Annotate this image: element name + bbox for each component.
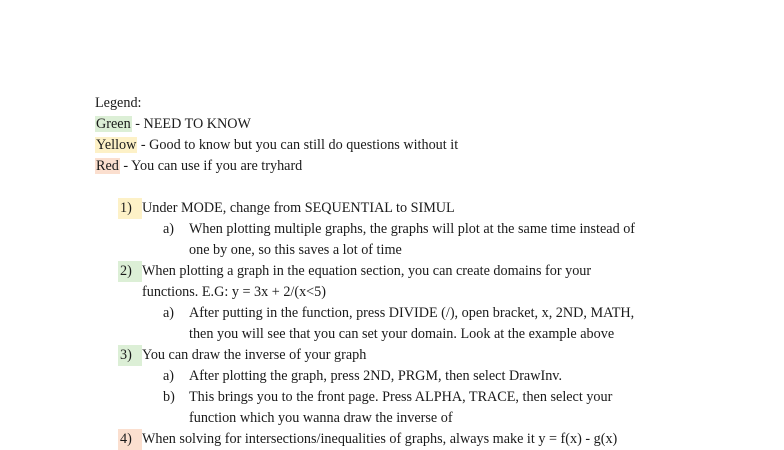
legend-key-yellow: Yellow xyxy=(96,137,137,153)
item-number: 1) xyxy=(118,198,142,219)
sub-item-letter: a) xyxy=(163,368,175,384)
sub-item-2a xyxy=(163,303,634,324)
list-item-3 xyxy=(118,345,367,366)
legend-entry-red xyxy=(95,156,458,177)
item-text: You can draw the inverse of your graph xyxy=(142,347,367,363)
legend xyxy=(95,93,458,177)
sub-item-2a-continued: then you will see that you can set your domain. Look at the example above xyxy=(189,326,615,342)
legend-key-green: Green xyxy=(96,116,131,132)
sub-item-letter: a) xyxy=(163,305,175,321)
item-text: When solving for intersections/inequalities of graphs, always make it y = f(x) - g(x) xyxy=(142,431,618,447)
legend-text-red: - You can use if you are tryhard xyxy=(119,158,303,174)
legend-entry-green xyxy=(95,114,458,135)
legend-text-yellow: - Good to know but you can still do questions without it xyxy=(137,137,459,153)
sub-item-text: After putting in the function, press DIVIDE (/), open bracket, x, 2ND, MATH, xyxy=(189,305,635,321)
sub-item-text: After plotting the graph, press 2ND, PRGM, then select DrawInv. xyxy=(189,368,563,384)
legend-key-red: Red xyxy=(96,158,119,174)
sub-item-3a xyxy=(163,366,562,387)
sub-item-3b xyxy=(163,387,612,408)
sub-item-1a-continued: one by one, so this saves a lot of time xyxy=(189,242,402,258)
sub-item-1a xyxy=(163,219,635,240)
item-number: 2) xyxy=(118,261,142,282)
legend-text-green: - NEED TO KNOW xyxy=(131,116,251,132)
sub-item-text: This brings you to the front page. Press ALPHA, TRACE, then select your xyxy=(189,389,613,405)
legend-entry-yellow xyxy=(95,135,458,156)
item-text: Under MODE, change from SEQUENTIAL to SIMUL xyxy=(142,200,455,216)
legend-title: Legend: xyxy=(95,95,142,111)
sub-item-3b-continued: function which you wanna draw the inverse of xyxy=(189,410,453,426)
item-text: When plotting a graph in the equation section, you can create domains for your xyxy=(142,263,592,279)
sub-item-letter: b) xyxy=(163,389,175,405)
sub-item-letter: a) xyxy=(163,221,175,237)
list-item-2-continued: functions. E.G: y = 3x + 2/(x<5) xyxy=(142,284,326,300)
list-item-4 xyxy=(118,429,618,450)
item-number: 4) xyxy=(118,429,142,450)
item-number: 3) xyxy=(118,345,142,366)
sub-item-text: When plotting multiple graphs, the graphs will plot at the same time instead of xyxy=(189,221,636,237)
list-item-2 xyxy=(118,261,592,282)
list-item-1 xyxy=(118,198,455,219)
